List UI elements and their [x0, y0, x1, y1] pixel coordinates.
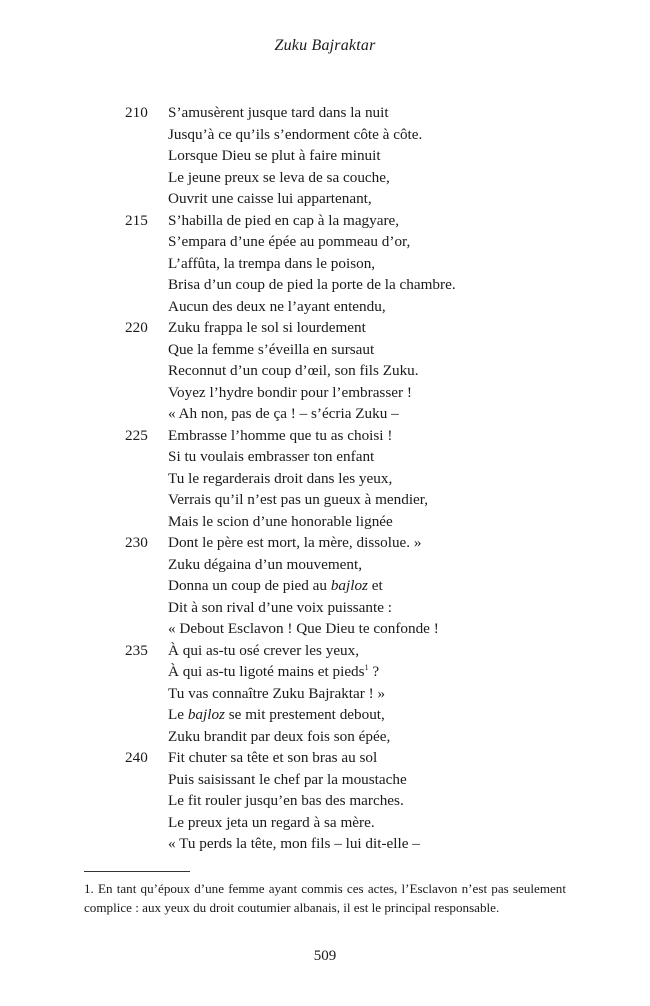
verse-line — [0, 833, 650, 855]
footnote-separator — [84, 871, 190, 872]
running-head: Zuku Bajraktar — [274, 37, 376, 54]
verse-line — [0, 124, 650, 146]
verse-line — [0, 554, 650, 576]
verse-line — [0, 360, 650, 382]
verse-line — [0, 704, 650, 726]
verse-line — [0, 747, 650, 769]
verse-text: Zuku dégaina d’un mouvement, — [168, 555, 363, 573]
verse-line — [0, 468, 650, 490]
verse-text: Le preux jeta un regard à sa mère. — [168, 813, 375, 831]
verse-text-part: ? — [368, 663, 380, 680]
verse-line — [0, 532, 650, 554]
verse-text: S’amusèrent jusque tard dans la nuit — [168, 104, 389, 121]
verse-text: S’empara d’une épée au pommeau d’or, — [168, 233, 411, 250]
footnote: 1. En tant qu’époux d’une femme ayant commis ces actes, l’Esclavon n’est pas seulement complice : aux yeux du droit coutumier albanais, il est le principal responsable. — [84, 881, 566, 915]
verse-line — [0, 683, 650, 705]
verse-line — [0, 231, 650, 253]
verse-text-part: Donna un coup de pied au — [168, 577, 331, 594]
verse-text: Si tu voulais embrasser ton enfant — [168, 448, 375, 465]
verse-text: Le fit rouler jusqu’en bas des marches. — [168, 792, 404, 809]
verse-text — [168, 704, 385, 726]
verse-text: Aucun des deux ne l’ayant entendu, — [168, 297, 386, 315]
verse-line — [0, 145, 650, 167]
verse-line — [0, 167, 650, 189]
verse-text: Jusqu’à ce qu’ils s’endorment côte à côte. — [168, 125, 423, 143]
line-number: 225 — [125, 426, 148, 444]
line-number: 215 — [125, 211, 148, 229]
verse-text: « Ah non, pas de ça ! – s’écria Zuku – — [168, 405, 399, 422]
verse-line — [0, 296, 650, 318]
verse-text-part: se mit prestement debout, — [224, 706, 385, 723]
verse-text: Tu le regarderais droit dans les yeux, — [168, 469, 393, 487]
verse-line — [0, 597, 650, 619]
verse-text: Zuku frappa le sol si lourdement — [168, 319, 366, 336]
line-number: 230 — [125, 534, 148, 551]
verse-text: S’habilla de pied en cap à la magyare, — [168, 211, 400, 229]
poem-body — [0, 102, 650, 855]
verse-line — [0, 253, 650, 275]
verse-text: Voyez l’hydre bondir pour l’embrasser ! — [168, 383, 412, 401]
line-number: 240 — [125, 749, 148, 766]
verse-text: Dit à son rival d’une voix puissante : — [168, 598, 392, 616]
verse-line — [0, 511, 650, 533]
verse-line — [0, 446, 650, 468]
verse-text-part: et — [367, 577, 383, 594]
line-number: 235 — [125, 641, 148, 659]
verse-text: Fit chuter sa tête et son bras au sol — [168, 749, 378, 766]
verse-text-part: À qui as-tu ligoté mains et pieds — [168, 663, 365, 680]
page-number: 509 — [313, 948, 337, 964]
verse-text: Ouvrit une caisse lui appartenant, — [168, 190, 372, 207]
footnote-marker[interactable]: 1 — [364, 663, 369, 672]
verse-line — [0, 210, 650, 232]
verse-text: L’affûta, la trempa dans le poison, — [168, 254, 376, 272]
verse-text: Brisa d’un coup de pied la porte de la chambre. — [168, 276, 456, 293]
verse-text: Tu vas connaître Zuku Bajraktar ! » — [168, 684, 386, 702]
verse-text — [168, 661, 379, 683]
verse-text: À qui as-tu osé crever les yeux, — [168, 641, 360, 659]
verse-line — [0, 403, 650, 425]
verse-text: Que la femme s’éveilla en sursaut — [168, 340, 375, 358]
verse-line — [0, 102, 650, 124]
verse-line — [0, 640, 650, 662]
verse-text: Zuku brandit par deux fois son épée, — [168, 727, 391, 745]
verse-line — [0, 188, 650, 210]
verse-line — [0, 726, 650, 748]
verse-line — [0, 274, 650, 296]
verse-line — [0, 339, 650, 361]
verse-line — [0, 790, 650, 812]
verse-text: Dont le père est mort, la mère, dissolue. » — [168, 534, 422, 551]
verse-text: Lorsque Dieu se plut à faire minuit — [168, 147, 381, 164]
verse-line — [0, 812, 650, 834]
italic-term: bajloz — [330, 577, 368, 594]
verse-line — [0, 317, 650, 339]
verse-line — [0, 382, 650, 404]
verse-text: Le jeune preux se leva de sa couche, — [168, 168, 390, 186]
verse-text: Reconnut d’un coup d’œil, son fils Zuku. — [168, 362, 419, 379]
line-number: 210 — [125, 104, 148, 121]
verse-line — [0, 489, 650, 511]
verse-line — [0, 661, 650, 683]
verse-text: « Debout Esclavon ! Que Dieu te confonde ! — [168, 620, 439, 637]
verse-line — [0, 769, 650, 791]
verse-text: Verrais qu’il n’est pas un gueux à mendier, — [168, 491, 429, 508]
verse-line — [0, 425, 650, 447]
verse-text — [168, 575, 383, 597]
verse-line — [0, 618, 650, 640]
verse-text: Puis saisissant le chef par la moustache — [168, 770, 407, 788]
verse-text-part: Le — [168, 706, 188, 723]
verse-text: « Tu perds la tête, mon fils – lui dit-elle – — [168, 835, 420, 852]
verse-text: Mais le scion d’une honorable lignée — [168, 512, 393, 530]
italic-term: bajloz — [187, 706, 225, 723]
line-number: 220 — [125, 319, 148, 336]
verse-line — [0, 575, 650, 597]
verse-text: Embrasse l’homme que tu as choisi ! — [168, 426, 393, 444]
